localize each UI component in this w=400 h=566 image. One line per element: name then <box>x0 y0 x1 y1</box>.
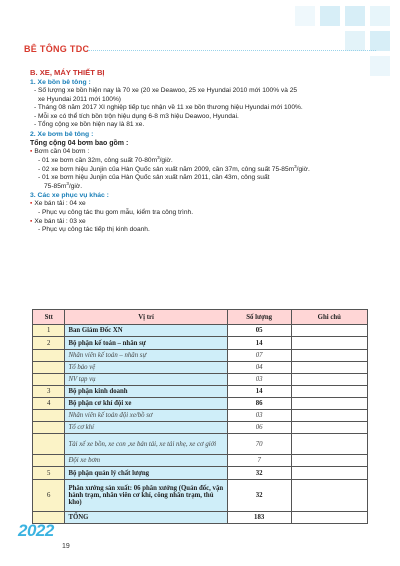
table-row <box>33 467 368 480</box>
row-quantity: 183 <box>227 512 291 524</box>
row-note <box>291 455 367 467</box>
row-stt: 4 <box>33 398 65 410</box>
row-quantity: 32 <box>227 480 291 512</box>
pump-intro: Bơm cần 04 bơm : <box>34 148 90 156</box>
row-position: Bộ phận kế toán – nhân sự <box>65 337 227 350</box>
row-note <box>291 325 367 337</box>
row-stt: 1 <box>33 325 65 337</box>
pump-item: - 01 xe bơm cần 32m, công suất $70-80m^3$/giờ. <box>38 154 173 165</box>
row-position: NV tạp vụ <box>65 374 227 386</box>
row-note <box>291 422 367 434</box>
row-quantity: 03 <box>227 374 291 386</box>
row-quantity: 86 <box>227 398 291 410</box>
pump-item: - 02 xe bơm hiệu Junjin của Hàn Quốc sản xuất năm 2009, cần 37m, công suất $75-85m^3$/giờ. <box>38 163 310 173</box>
row-note <box>291 467 367 480</box>
row-note <box>291 512 367 524</box>
row-quantity: 70 <box>227 434 291 455</box>
bullet-icon: ▪ <box>30 217 33 225</box>
row-stt <box>33 455 65 467</box>
table-row <box>33 374 368 386</box>
pump-summary: Tổng cộng 04 bơm bao gồm : <box>30 139 129 147</box>
row-position: Đội xe bơm <box>65 455 227 467</box>
row-position: Ban Giám Đốc XN <box>65 325 227 337</box>
row-note <box>291 362 367 374</box>
header-position: Vị trí <box>65 310 227 325</box>
table-header-row <box>33 310 368 325</box>
table-row <box>33 337 368 350</box>
vehicle-head: Xe bán tải : 03 xe <box>34 217 86 225</box>
footer-year: 2022 <box>18 521 54 540</box>
row-stt <box>33 434 65 455</box>
vehicle-detail: - Phục vụ công tác tiếp thị kinh doanh. <box>38 226 150 234</box>
table-row <box>33 410 368 422</box>
table-row <box>33 362 368 374</box>
row-note <box>291 337 367 350</box>
row-position: Tổ bảo vệ <box>65 362 227 374</box>
mixer-line: - Tháng 08 năm 2017 XI nghiệp tiếp tục nhận về 11 xe bồn thương hiệu Hyundai mới 100%. <box>34 104 303 112</box>
mixer-line: xe Hyundai 2011 mới 100%) <box>38 95 122 103</box>
row-stt <box>33 350 65 362</box>
row-note <box>291 410 367 422</box>
row-quantity: 03 <box>227 410 291 422</box>
row-stt: 2 <box>33 337 65 350</box>
vehicle-head: Xe bán tải : 04 xe <box>34 200 86 208</box>
row-stt: 5 <box>33 467 65 480</box>
table-body <box>33 325 368 524</box>
table-row <box>33 455 368 467</box>
row-quantity: 05 <box>227 325 291 337</box>
row-stt <box>33 374 65 386</box>
subsection-other-vehicles-title: 3. Các xe phục vụ khác : <box>30 192 109 200</box>
row-note <box>291 434 367 455</box>
table-row <box>33 398 368 410</box>
row-stt <box>33 410 65 422</box>
row-quantity: 7 <box>227 455 291 467</box>
header-rule <box>88 50 376 51</box>
row-quantity: 04 <box>227 362 291 374</box>
header-stt: Stt <box>33 310 65 325</box>
row-position: Bộ phận kinh doanh <box>65 386 227 398</box>
table-row <box>33 386 368 398</box>
row-note <box>291 480 367 512</box>
section-equipment <box>30 66 380 235</box>
row-note <box>291 374 367 386</box>
row-position: TỔNG <box>65 512 227 524</box>
row-stt <box>33 362 65 374</box>
pump-item: - 01 xe bơm hiệu Junjin của Hàn Quốc sản xuất năm 2011, cần 43m, công suất <box>38 174 270 182</box>
row-note <box>291 398 367 410</box>
row-quantity: 14 <box>227 337 291 350</box>
row-position: Bộ phận cơ khí đội xe <box>65 398 227 410</box>
row-stt: 3 <box>33 386 65 398</box>
row-quantity: 14 <box>227 386 291 398</box>
table-row <box>33 422 368 434</box>
section-title: B. XE, MÁY THIẾT BỊ <box>30 68 105 77</box>
mixer-line: - Mỗi xe có thể tích bồn trộn hiệu dụng 6-8 m3 hiệu Deawoo, Hyundai. <box>34 112 239 120</box>
page-number: 19 <box>62 543 70 550</box>
header-title: BÊ TÔNG TDC <box>24 44 90 54</box>
row-position: Nhân viên kế toán đội xe/bồ sơ <box>65 410 227 422</box>
mixer-line: - Tổng cộng xe bồn hiện nay là 81 xe. <box>34 121 145 129</box>
table-row <box>33 325 368 337</box>
row-position: Bộ phận quản lý chất lượng <box>65 467 227 480</box>
table-row <box>33 512 368 524</box>
row-position: Nhân viên kế toán – nhân sự <box>65 350 227 362</box>
page-header <box>24 44 376 56</box>
subsection-mixer-trucks-title: 1. Xe bồn bê tông : <box>30 79 91 86</box>
table-row <box>33 480 368 512</box>
row-stt: 6 <box>33 480 65 512</box>
staff-table <box>32 309 368 524</box>
row-stt <box>33 422 65 434</box>
row-quantity: 06 <box>227 422 291 434</box>
row-position: Tài xế xe bồn, xe con ,xe bán tải, xe tải nhẹ, xe cơ giới <box>65 434 227 455</box>
table-row <box>33 434 368 455</box>
row-position: Tổ cơ khí <box>65 422 227 434</box>
row-quantity: 32 <box>227 467 291 480</box>
row-note <box>291 386 367 398</box>
table-row <box>33 350 368 362</box>
row-quantity: 07 <box>227 350 291 362</box>
bullet-icon: ▪ <box>30 200 33 208</box>
header-quantity: Số lượng <box>227 310 291 325</box>
row-position: Phân xưởng sản xuất: 06 phân xưởng (Quản đốc, vận hành trạm, nhân viên cơ khí, công nhân trạm, thủ kho) <box>65 480 227 512</box>
row-note <box>291 350 367 362</box>
mixer-line: - Số lượng xe bồn hiện nay là 70 xe (20 xe Deawoo, 25 xe Hyundai 2010 mới 100% và 25 <box>34 87 298 94</box>
header-note: Ghi chú <box>291 310 367 325</box>
bullet-icon: ▪ <box>30 148 33 156</box>
pump-item: $75-85m^3$/giờ. <box>44 180 83 190</box>
subsection-pump-trucks-title: 2. Xe bơm bê tông : <box>30 130 94 138</box>
vehicle-detail: - Phục vụ công tác thu gom mẫu, kiểm tra công trình. <box>38 209 194 217</box>
